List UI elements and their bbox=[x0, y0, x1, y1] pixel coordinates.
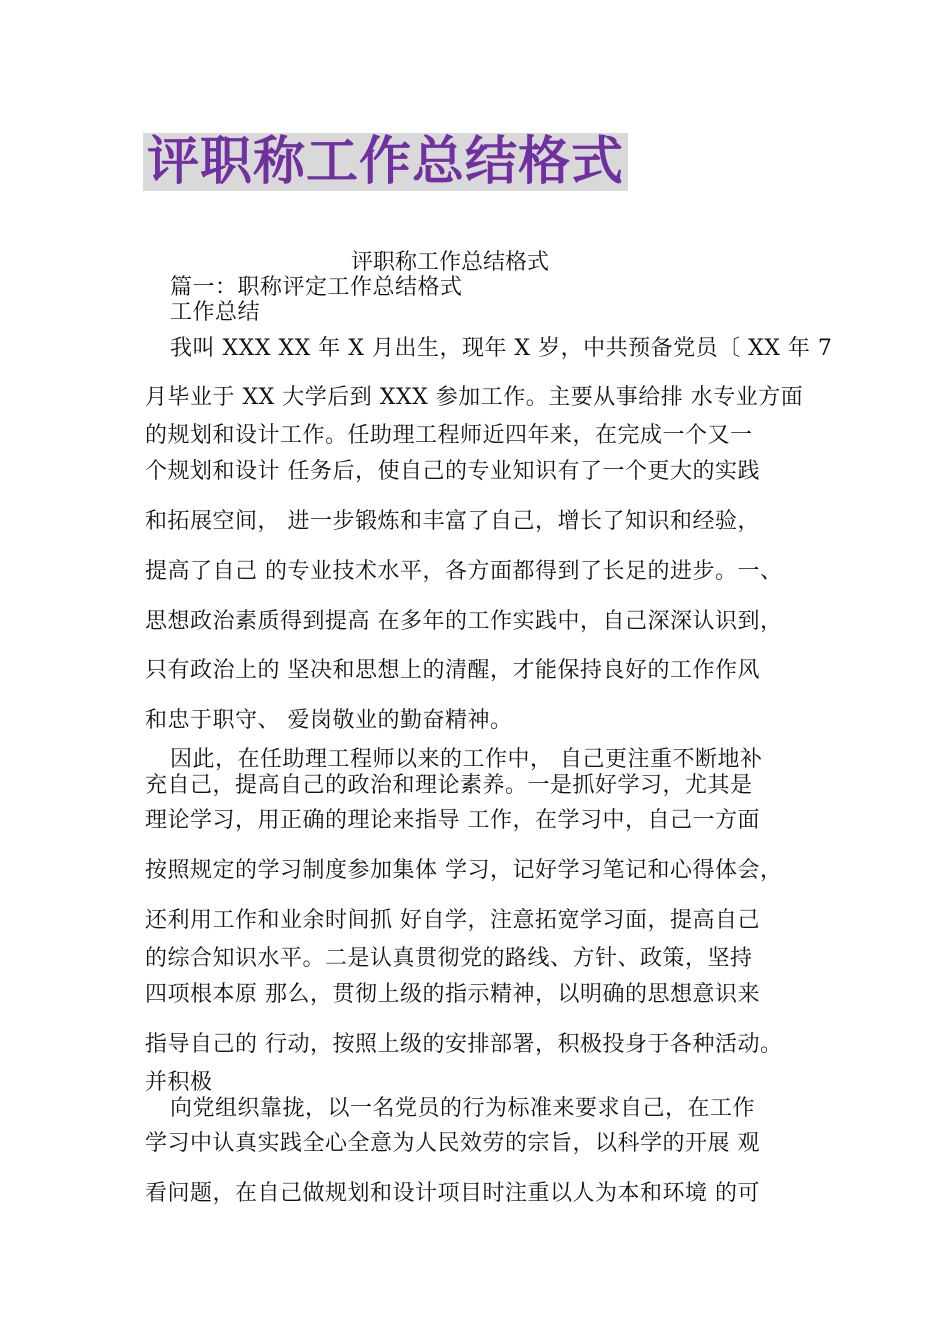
paragraph-line: 指导自己的 行动，按照上级的安排部署，积极投身于各种活动。 bbox=[145, 1032, 783, 1057]
paragraph-line: 学习中认真实践全心全意为人民效劳的宗旨，以科学的开展 观 bbox=[145, 1131, 760, 1156]
paragraph-line: 的规划和设计工作。任助理工程师近四年来，在完成一个又一 bbox=[145, 423, 753, 448]
document-sub-title: 评职称工作总结格式 bbox=[350, 250, 549, 275]
paragraph-line: 因此，在任助理工程师以来的工作中， 自己更注重不断地补 bbox=[170, 747, 763, 772]
paragraph-line: 提高了自己 的专业技术水平，各方面都得到了长足的进步。一、 bbox=[145, 559, 783, 584]
paragraph-line: 我叫 XXX XX 年 X 月出生，现年 X 岁，中共预备党员〔 XX 年 7 bbox=[170, 336, 833, 361]
paragraph-line: 充自己，提高自己的政治和理论素养。一是抓好学习，尤其是 bbox=[145, 773, 753, 798]
paragraph-line: 看问题，在自己做规划和设计项目时注重以人为本和环境 的可 bbox=[145, 1181, 760, 1206]
paragraph-line: 理论学习，用正确的理论来指导 工作，在学习中，自己一方面 bbox=[145, 808, 760, 833]
paragraph-line: 还利用工作和业余时间抓 好自学，注意拓宽学习面，提高自己 bbox=[145, 908, 760, 933]
paragraph-line: 月毕业于 XX 大学后到 XXX 参加工作。主要从事给排 水专业方面 bbox=[145, 385, 804, 410]
paragraph-line: 和拓展空间， 进一步锻炼和丰富了自己，增长了知识和经验， bbox=[145, 509, 760, 534]
paragraph-line: 向党组织靠拢，以一名党员的行为标准来要求自己，在工作 bbox=[170, 1096, 756, 1121]
paragraph-line: 的综合知识水平。二是认真贯彻党的路线、方针、政策，坚持 bbox=[145, 946, 753, 971]
paragraph-line: 思想政治素质得到提高 在多年的工作实践中，自己深深认识到， bbox=[145, 609, 783, 634]
section-heading: 篇一：职称评定工作总结格式 bbox=[170, 275, 463, 300]
paragraph-line: 按照规定的学习制度参加集体 学习，记好学习笔记和心得体会， bbox=[145, 858, 783, 883]
paragraph-line: 只有政治上的 坚决和思想上的清醒，才能保持良好的工作作风 bbox=[145, 658, 760, 683]
section-label: 工作总结 bbox=[170, 300, 261, 325]
paragraph-line: 个规划和设计 任务后，使自己的专业知识有了一个更大的实践 bbox=[145, 459, 760, 484]
paragraph-line: 和忠于职守、 爱岗敬业的勤奋精神。 bbox=[145, 708, 513, 733]
document-main-title: 评职称工作总结格式 bbox=[143, 133, 628, 191]
paragraph-line: 四项根本原 那么，贯彻上级的指示精神，以明确的思想意识来 bbox=[145, 982, 760, 1007]
paragraph-line: 并积极 bbox=[145, 1070, 213, 1095]
